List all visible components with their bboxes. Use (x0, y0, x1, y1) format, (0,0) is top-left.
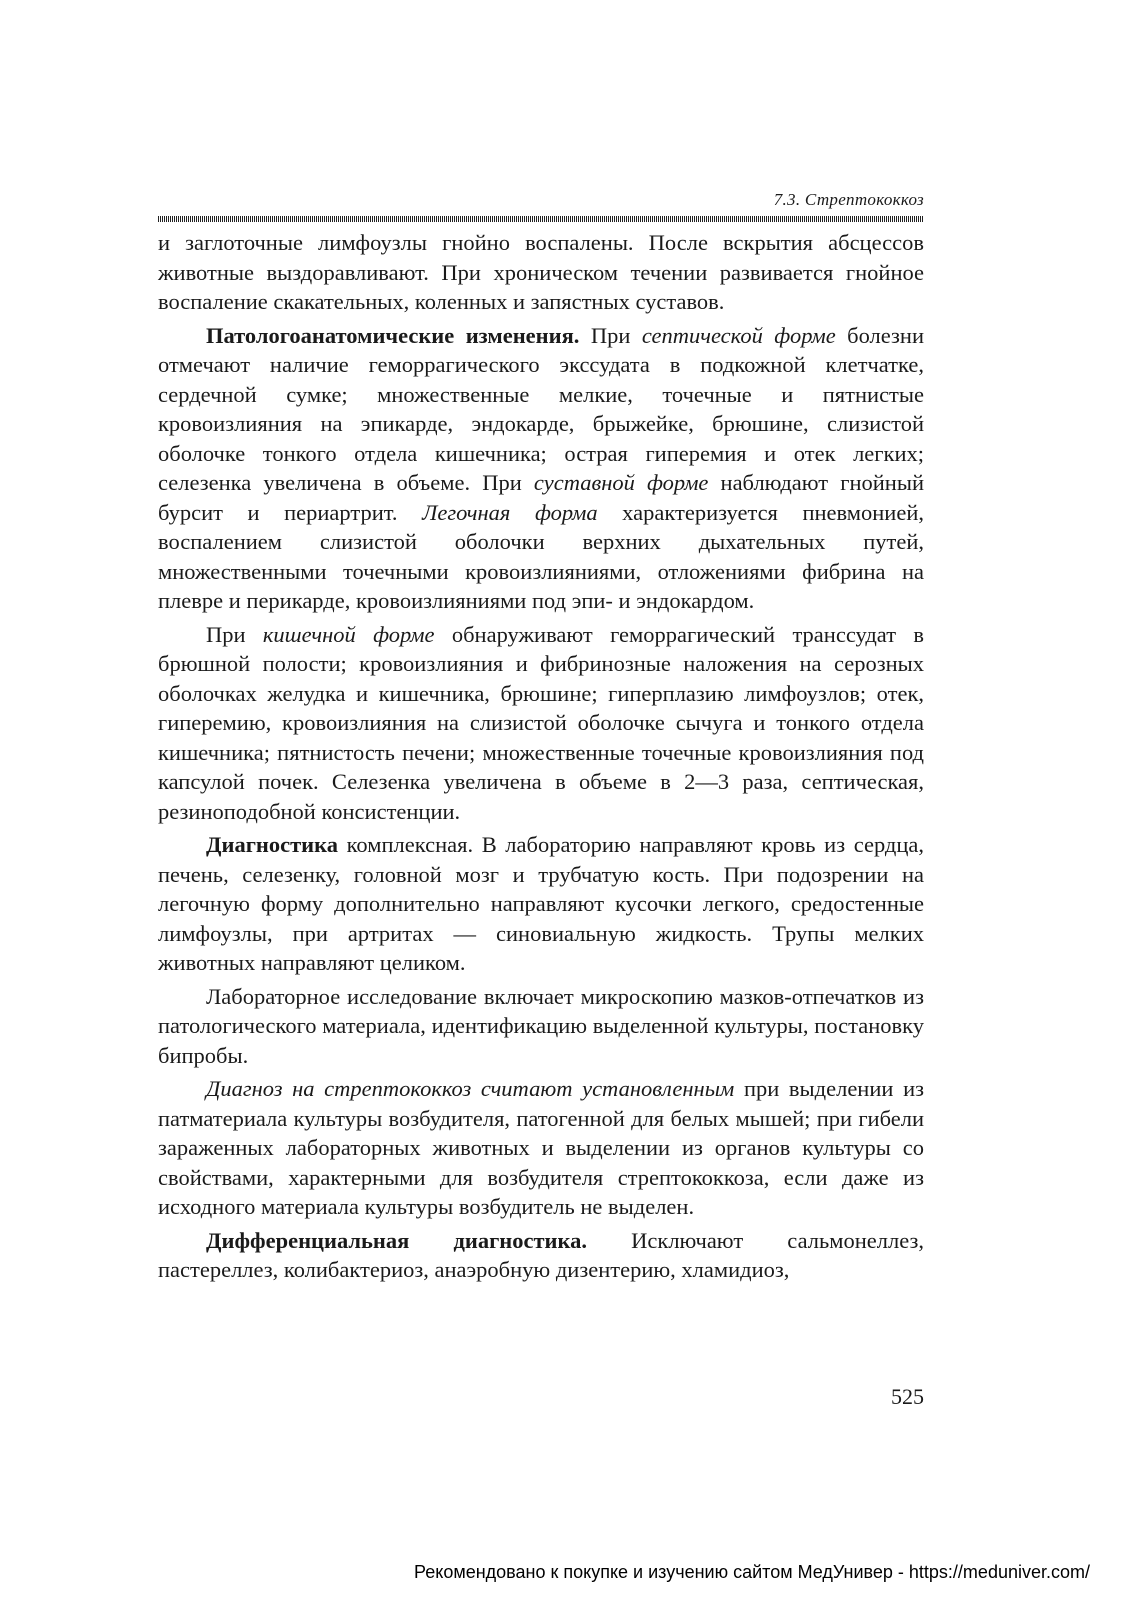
footer-note: Рекомендовано к покупке и изучению сайтом МедУнивер - https://meduniver.com/ (414, 1562, 1090, 1582)
section-lead-diagnostics: Диагностика (206, 832, 339, 857)
paragraph-lab: Лабораторное исследование включает микроскопию мазков-отпечатков из патологического материала, идентификацию выделенной культуры, постановку бипробы. (158, 983, 924, 1068)
term-joint-form: суставной форме (533, 470, 709, 495)
term-septic-form: септической форме (641, 322, 836, 348)
running-title: 7.3. Стрептококкоз (773, 190, 924, 209)
paragraph-intestinal: При кишечной форме обнаруживают геморрагический транссудат в брюшной полости; кровоизлияния и фибринозные наложения на серозных оболочках желудка и кишечника, брюшине; гиперплазию лимфоузлов; отек, гиперемию, кровоизлияния на слизистой оболочке сычуга и тонкого отдела кишечника; пятнистость печени; множественные точечные кровоизлияния под капсулой почек. Селезенка увеличена в объеме в 2—3 раза, септическая, резиноподобной консистенции. (158, 621, 925, 824)
body-text (158, 228, 924, 1289)
section-lead-pathology: Патологоанатомические изменения. (206, 322, 580, 348)
book-page (158, 0, 924, 1600)
term-intestinal-form: кишечной форме (262, 621, 435, 647)
term-diagnosis: Диагноз на стрептококкоз считают установленным (206, 1076, 735, 1101)
page-number: 525 (891, 1384, 924, 1409)
paragraph-differential: Дифференциальная диагностика. Исключают сальмонеллез, пастереллез, колибактериоз, анаэробную дизентерию, хламидиоз, (158, 1227, 924, 1282)
paragraph-continuation: и заглоточные лимфоузлы гнойно воспалены. После вскрытия абсцессов животные выздоравливают. При хроническом течении развивается гнойное воспаление скакательных, коленных и запястных суставов. (158, 230, 924, 314)
term-pulmonary-form: Легочная форма (422, 499, 598, 525)
paragraph-diagnosis: Диагноз на стрептококкоз считают установленным при выделении из патматериала культуры возбудителя, патогенной для белых мышей; при гибели зараженных лабораторных животных и выделении из органов культуры со свойствами, характерными для возбудителя стрептококкоза, если даже из исходного материала культуры возбудитель не выделен. (158, 1076, 924, 1219)
paragraph-pathology: Патологоанатомические изменения. При септической форме болезни отмечают наличие геморрагического экссудата в подкожной клетчатке, сердечной сумке; множественные мелкие, точечные и пятнистые кровоизлияния на эпикарде, эндокарде, брыжейке, брюшине, слизистой оболочке тонкого отдела кишечника; острая гиперемия и отек легких; селезенка увеличена в объеме. При суставной форме наблюдают гнойный бурсит и периартрит. Легочная форма характеризуется пневмонией, воспалением слизистой оболочки верхних дыхательных путей, множественными точечными кровоизлияниями, отложениями фибрина на плевре и перикарде, кровоизлияниями под эпи- и эндокардом. (158, 322, 924, 613)
header-rule (158, 216, 924, 222)
section-lead-differential: Дифференциальная диагностика. (206, 1227, 587, 1253)
paragraph-diagnostics: Диагностика комплексная. В лабораторию направляют кровь из сердца, печень, селезенку, головной мозг и трубчатую кость. При подозрении на легочную форму дополнительно направляют кусочки легкого, средостенные лимфоузлы, при артритах — синовиальную жидкость. Трупы мелких животных направляют целиком. (158, 832, 924, 975)
